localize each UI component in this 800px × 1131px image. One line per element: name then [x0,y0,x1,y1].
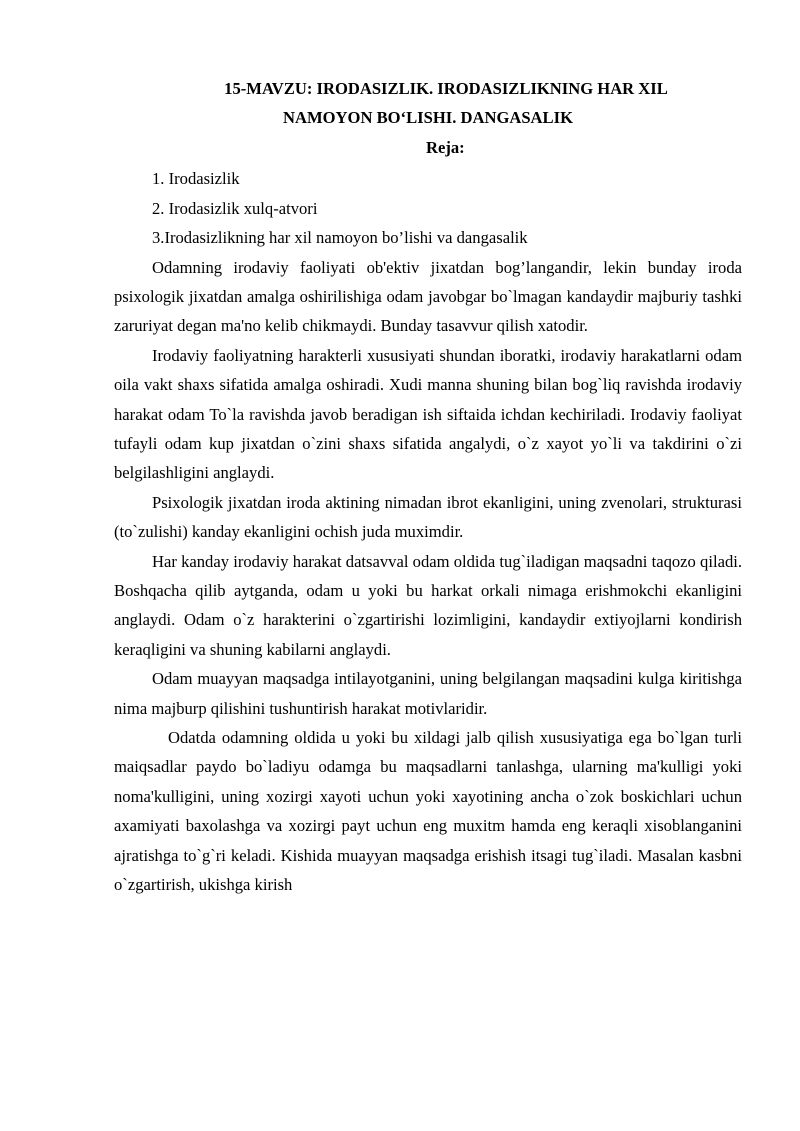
body-paragraph: Psixologik jixatdan iroda aktining nimadan ibrot ekanligini, uning zvenolari, strukturasi (to`zulishi) kanday ekanligini ochish juda muximdir. [114,492,742,542]
document-page [114,74,742,899]
plan-list [114,164,742,253]
title-line-1: 15-MAVZU: IRODASIZLIK. IRODASIZLIKNING HAR XIL [224,79,668,98]
plan-item: 1. Irodasizlik [152,169,240,188]
body-paragraph: Irodaviy faoliyatning harakterli xususiyati shundan iboratki, irodaviy harakatlarni odam oila vakt shaxs sifatida amalga oshiradi. Xudi manna shuning bilan bog`liq ravishda irodaviy harakat odam To`la ravishda javob beradigan ish siftaida ichdan kechiriladi. Irodaviy faoliyat tufayli odam kup jixatdan o`zini shaxs sifatida angalydi, o`z xayot yo`li va takdirini o`zi belgilashligini anglaydi. [114,345,742,483]
plan-heading: Reja: [426,138,465,157]
page-title [114,74,742,132]
body-paragraph: Odam muayyan maqsadga intilayotganini, uning belgilangan maqsadini kulga kiritishga nima majburp qilishini tushuntirish harakat motivlaridir. [114,669,742,718]
body-paragraph: Odatda odamning oldida u yoki bu xildagi jalb qilish xususiyatiga ega bo`lgan turli maiqsadlar paydo bo`ladiyu odamga bu maqsadlarni tanlashga, ularning ma'kulligi yoki noma'kulligini, uning xozirgi xayoti uchun yoki xayotining ancha o`zok boskichlari uchun axamiyati baxolashga va xozirgi payt uchun eng muxitm hamda eng keraqli xisoblanganini ajratishga to`g`ri keladi. Kishida muayyan maqsadga erishish itsagi tug`iladi. Masalan kasbni o`zgartirish, ukishga kirish [114,728,742,895]
plan-item: 3.Irodasizlikning har xil namoyon bo’lishi va dangasalik [152,228,528,247]
body-paragraph: Odamning irodaviy faoliyati ob'ektiv jixatdan bog’langandir, lekin bunday iroda psixologik jixatdan amalga oshirilishiga odam javobgar bo`lmagan kandaydir majburiy tashki zaruriyat degan ma'no kelib chikmaydi. Bunday tasavvur qilish xatodir. [114,257,742,336]
plan-item: 2. Irodasizlik xulq-atvori [152,198,318,218]
title-line-2: NAMOYON BO‘LISHI. DANGASALIK [283,108,573,127]
body-paragraph: Har kanday irodaviy harakat datsavval odam oldida tug`iladigan maqsadni taqozo qiladi. Boshqacha qilib aytganda, odam u yoki bu harkat orkali nimaga erishmokchi ekanligini anglaydi. Odam o`z harakterini o`zgartirishi lozimligini, kandaydir extiyojlarni kondirish keraqligini va shuning kabilarni anglaydi. [114,551,742,659]
